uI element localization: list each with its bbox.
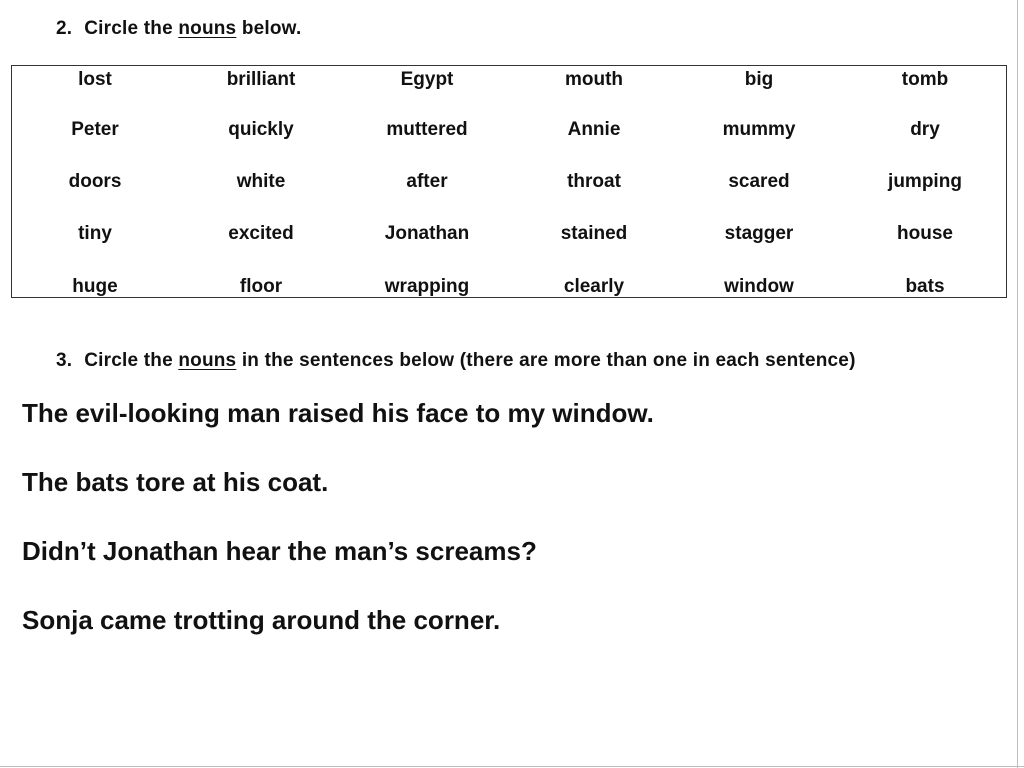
word-item[interactable]: tomb (901, 69, 949, 90)
word-item[interactable]: after (406, 171, 448, 192)
question-3-text-after: in the sentences below (there are more than one in each sentence) (241, 350, 856, 371)
word-item[interactable]: Jonathan (384, 223, 470, 244)
word-item[interactable]: big (744, 69, 774, 90)
question-2-underlined-word: nouns (178, 18, 237, 39)
word-item[interactable]: floor (239, 276, 283, 297)
word-row (12, 69, 1006, 95)
question-3-underlined-word: nouns (178, 350, 237, 371)
page-edge-bottom (0, 766, 1024, 767)
word-item[interactable]: wrapping (384, 276, 470, 297)
question-2-heading (56, 18, 301, 40)
word-row (12, 171, 1006, 197)
sentence[interactable]: Didn’t Jonathan hear the man’s screams? (22, 536, 537, 566)
word-item[interactable]: brilliant (226, 69, 296, 90)
word-item[interactable]: house (897, 223, 953, 244)
question-3-text-before: Circle the (84, 350, 173, 371)
sentence[interactable]: The bats tore at his coat. (22, 467, 329, 497)
question-2-text-after: below. (241, 18, 302, 39)
word-item[interactable]: tiny (78, 223, 112, 244)
word-item[interactable]: stained (560, 223, 628, 244)
word-item[interactable]: mouth (564, 69, 624, 90)
word-item[interactable]: mummy (722, 119, 796, 140)
word-item[interactable]: clearly (563, 276, 625, 297)
word-item[interactable]: throat (567, 171, 621, 192)
word-item[interactable]: quickly (228, 119, 294, 140)
word-item[interactable]: Egypt (400, 69, 454, 90)
sentence[interactable]: The evil-looking man raised his face to my window. (22, 398, 654, 428)
word-item[interactable]: window (724, 276, 794, 297)
question-3-number: 3. (56, 350, 73, 371)
word-row (12, 119, 1006, 145)
word-row (12, 276, 1006, 302)
word-item[interactable]: jumping (888, 171, 962, 192)
word-item[interactable]: Annie (567, 119, 621, 140)
question-2-number: 2. (56, 18, 73, 39)
word-item[interactable]: excited (228, 223, 294, 244)
sentence[interactable]: Sonja came trotting around the corner. (22, 605, 501, 635)
word-item[interactable]: dry (910, 119, 940, 140)
word-item[interactable]: Peter (71, 119, 119, 140)
word-item[interactable]: muttered (386, 119, 468, 140)
question-3-heading (56, 350, 856, 372)
word-item[interactable]: bats (905, 276, 945, 297)
question-2-text-before: Circle the (84, 18, 173, 39)
noun-word-box (11, 65, 1007, 298)
word-item[interactable]: white (236, 171, 286, 192)
word-row (12, 223, 1006, 249)
word-item[interactable]: lost (78, 69, 112, 90)
word-item[interactable]: huge (72, 276, 118, 297)
word-item[interactable]: stagger (724, 223, 794, 244)
word-item[interactable]: scared (728, 171, 790, 192)
word-item[interactable]: doors (68, 171, 122, 192)
page-edge-right (1017, 0, 1018, 768)
